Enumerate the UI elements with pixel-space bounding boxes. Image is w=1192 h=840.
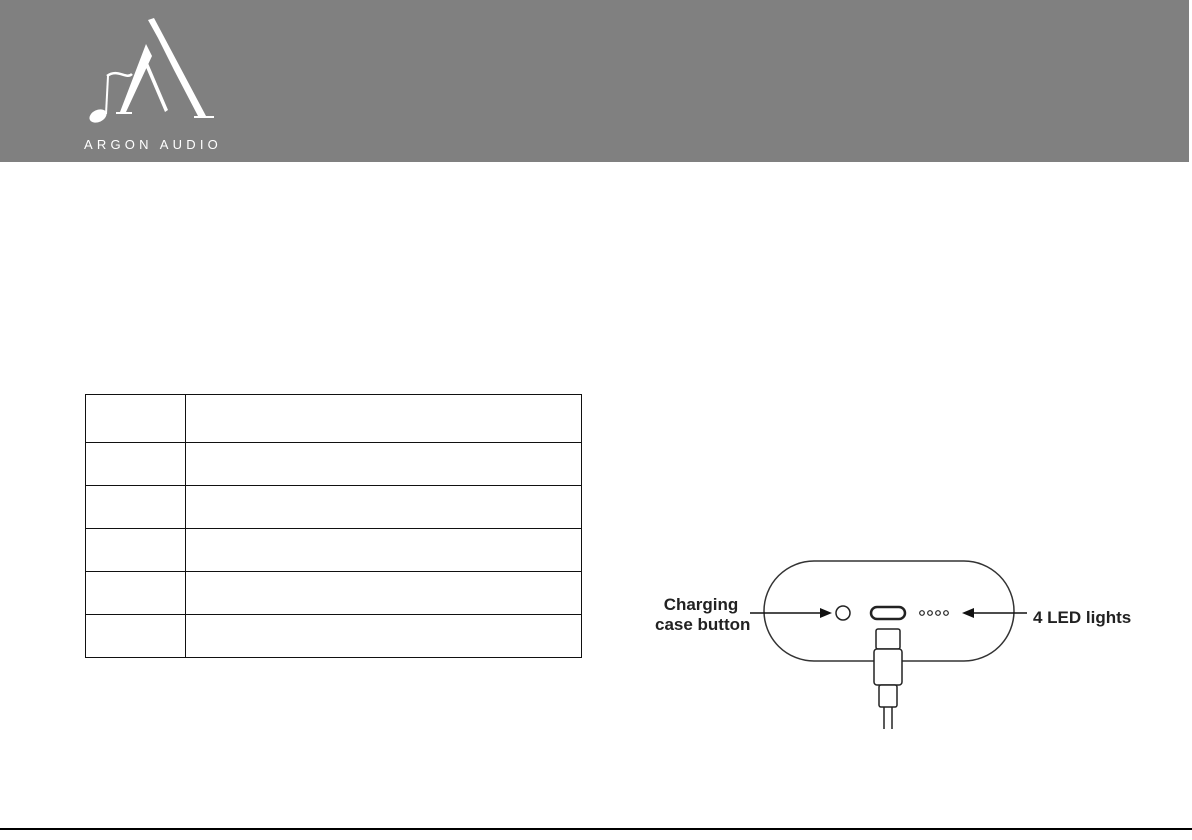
usb-c-port-icon [871,607,905,619]
table-cell [186,572,582,615]
table-cell [86,615,186,658]
table-row [86,572,582,615]
table-cell [186,443,582,486]
table-cell [86,395,186,443]
usb-c-cable-icon [874,629,902,729]
charging-case-button-label [655,595,751,635]
table-cell [186,615,582,658]
table-cell [186,486,582,529]
led-lights-label: 4 LED lights [1033,608,1132,627]
led-lights-icon [920,611,949,616]
brand-name: ARGON AUDIO [84,137,222,152]
label-line: Charging [663,595,739,614]
table-row [86,529,582,572]
table-cell [86,529,186,572]
table-cell [86,572,186,615]
footer-divider [0,828,1192,830]
label-line: case button [655,615,751,634]
table-cell [186,395,582,443]
arrow-right-icon [750,608,832,618]
table-row [86,486,582,529]
arrow-left-icon [962,608,1027,618]
led-status-table [85,394,582,658]
table-row [86,443,582,486]
argon-audio-logo-icon [88,18,214,130]
charging-case-button-icon [836,606,850,620]
table-cell [186,529,582,572]
charging-case-diagram [640,555,1150,735]
table-cell [86,486,186,529]
table-cell [86,443,186,486]
table-row [86,615,582,658]
table-row [86,395,582,443]
header-banner [0,0,1189,162]
